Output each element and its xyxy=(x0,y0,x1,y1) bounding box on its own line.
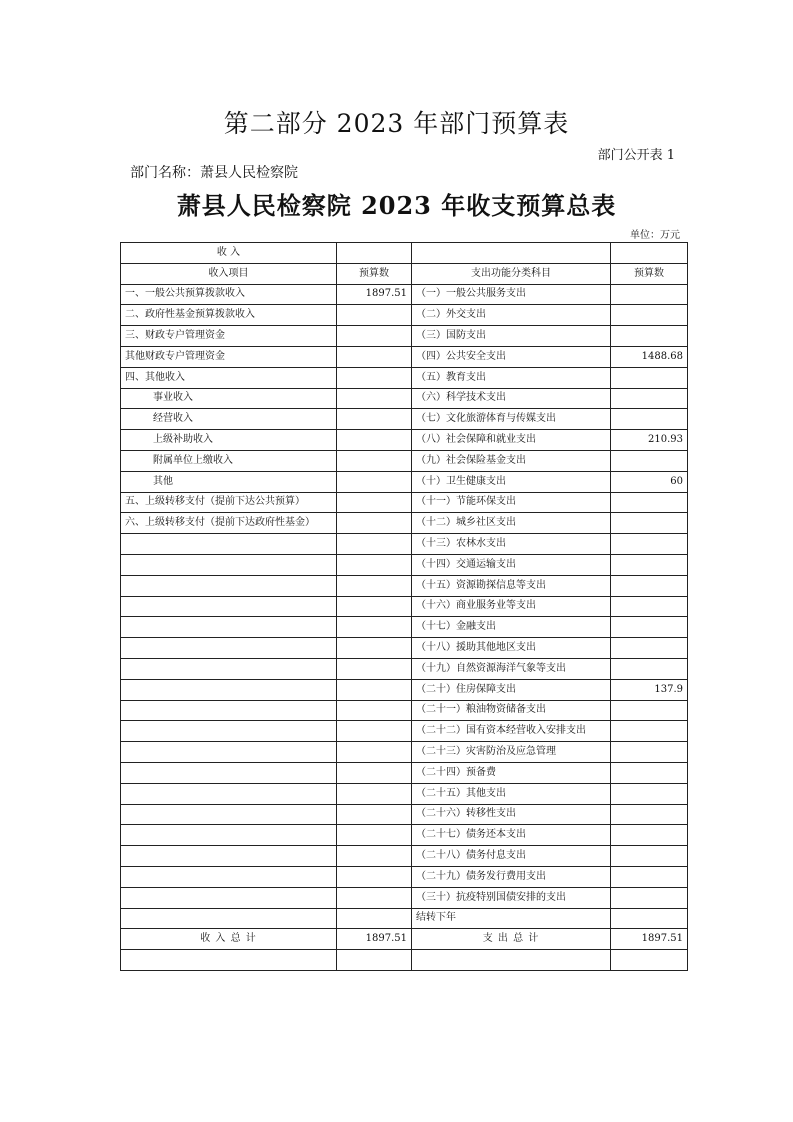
expense-amount-cell xyxy=(611,783,688,804)
section-header-row xyxy=(121,243,688,264)
income-amount-cell xyxy=(337,450,412,471)
expense-item-cell: （二十七）债务还本支出 xyxy=(412,825,611,846)
column-header-row xyxy=(121,263,688,284)
table-number: 部门公开表 1 xyxy=(597,148,675,163)
income-item-cell xyxy=(121,575,337,596)
total-expense-amount: 1897.51 xyxy=(611,929,688,950)
expense-item-cell: （十五）资源勘探信息等支出 xyxy=(412,575,611,596)
expense-amount-cell xyxy=(611,742,688,763)
empty-cell xyxy=(611,243,688,264)
total-income-amount: 1897.51 xyxy=(337,929,412,950)
income-item-cell xyxy=(121,596,337,617)
expense-item-cell: （十九）自然资源海洋气象等支出 xyxy=(412,658,611,679)
empty-row xyxy=(121,950,688,971)
expense-amount-cell xyxy=(611,700,688,721)
expense-item-cell: （五）教育支出 xyxy=(412,367,611,388)
budget-table xyxy=(120,242,688,971)
table-row xyxy=(121,326,688,347)
table-row xyxy=(121,866,688,887)
income-amount-cell xyxy=(337,305,412,326)
income-item-cell: 附属单位上缴收入 xyxy=(121,450,337,471)
income-item-cell xyxy=(121,721,337,742)
expense-item-cell: （二十五）其他支出 xyxy=(412,783,611,804)
table-row xyxy=(121,700,688,721)
expense-amount-cell xyxy=(611,721,688,742)
table-row xyxy=(121,450,688,471)
expense-amount-cell xyxy=(611,367,688,388)
expense-item-cell: （九）社会保险基金支出 xyxy=(412,450,611,471)
total-row xyxy=(121,929,688,950)
empty-cell xyxy=(337,243,412,264)
income-amount-cell xyxy=(337,513,412,534)
income-amount-cell xyxy=(337,804,412,825)
empty-cell xyxy=(412,243,611,264)
expense-amount-cell xyxy=(611,305,688,326)
part-title: 第二部分 2023 年部门预算表 xyxy=(223,109,570,138)
expense-item-cell: （十八）援助其他地区支出 xyxy=(412,638,611,659)
expense-item-cell: （六）科学技术支出 xyxy=(412,388,611,409)
table-row xyxy=(121,846,688,867)
table-row xyxy=(121,783,688,804)
empty-cell xyxy=(337,950,412,971)
header-income-amount: 预算数 xyxy=(337,263,412,284)
expense-amount-cell xyxy=(611,388,688,409)
expense-item-cell: （二十四）预备费 xyxy=(412,762,611,783)
expense-amount-cell xyxy=(611,825,688,846)
expense-item-cell: （十）卫生健康支出 xyxy=(412,471,611,492)
table-row xyxy=(121,471,688,492)
income-amount-cell xyxy=(337,388,412,409)
income-item-cell xyxy=(121,638,337,659)
total-expense-label: 支 出 总 计 xyxy=(412,929,611,950)
income-item-cell xyxy=(121,804,337,825)
income-amount-cell xyxy=(337,575,412,596)
income-item-cell xyxy=(121,887,337,908)
expense-amount-cell xyxy=(611,554,688,575)
income-amount-cell xyxy=(337,679,412,700)
income-amount-cell xyxy=(337,492,412,513)
table-row xyxy=(121,679,688,700)
empty-cell xyxy=(121,950,337,971)
income-item-cell: 四、其他收入 xyxy=(121,367,337,388)
table-row xyxy=(121,908,688,929)
expense-item-cell: （二十）住房保障支出 xyxy=(412,679,611,700)
expense-item-cell: （二十三）灾害防治及应急管理 xyxy=(412,742,611,763)
header-expense-amount: 预算数 xyxy=(611,263,688,284)
income-amount-cell xyxy=(337,617,412,638)
expense-item-cell: （十二）城乡社区支出 xyxy=(412,513,611,534)
income-item-cell xyxy=(121,783,337,804)
income-amount-cell xyxy=(337,346,412,367)
expense-amount-cell xyxy=(611,284,688,305)
income-amount-cell xyxy=(337,825,412,846)
income-item-cell xyxy=(121,658,337,679)
income-amount-cell xyxy=(337,783,412,804)
expense-amount-cell xyxy=(611,866,688,887)
expense-amount-cell: 210.93 xyxy=(611,430,688,451)
income-item-cell xyxy=(121,866,337,887)
expense-amount-cell xyxy=(611,638,688,659)
table-row xyxy=(121,409,688,430)
income-amount-cell: 1897.51 xyxy=(337,284,412,305)
table-row xyxy=(121,638,688,659)
empty-cell xyxy=(412,950,611,971)
income-item-cell: 事业收入 xyxy=(121,388,337,409)
expense-item-cell: （一）一般公共服务支出 xyxy=(412,284,611,305)
income-amount-cell xyxy=(337,638,412,659)
expense-amount-cell xyxy=(611,534,688,555)
income-item-cell: 经营收入 xyxy=(121,409,337,430)
income-item-cell: 上级补助收入 xyxy=(121,430,337,451)
expense-item-cell: （十六）商业服务业等支出 xyxy=(412,596,611,617)
unit-label: 单位：万元 xyxy=(630,230,680,241)
expense-amount-cell xyxy=(611,658,688,679)
expense-item-cell: （二十二）国有资本经营收入安排支出 xyxy=(412,721,611,742)
expense-amount-cell xyxy=(611,513,688,534)
expense-item-cell: （七）文化旅游体育与传媒支出 xyxy=(412,409,611,430)
income-item-cell: 三、财政专户管理资金 xyxy=(121,326,337,347)
income-item-cell xyxy=(121,908,337,929)
main-title: 萧县人民检察院 2023 年收支预算总表 xyxy=(176,191,617,220)
expense-amount-cell xyxy=(611,762,688,783)
income-amount-cell xyxy=(337,367,412,388)
income-item-cell: 五、上级转移支付（提前下达公共预算） xyxy=(121,492,337,513)
income-item-cell xyxy=(121,534,337,555)
expense-item-cell: （二十九）债务发行费用支出 xyxy=(412,866,611,887)
income-item-cell: 其他财政专户管理资金 xyxy=(121,346,337,367)
income-amount-cell xyxy=(337,742,412,763)
table-row xyxy=(121,492,688,513)
expense-item-cell: （二十一）粮油物资储备支出 xyxy=(412,700,611,721)
income-item-cell: 一、一般公共预算拨款收入 xyxy=(121,284,337,305)
table-row xyxy=(121,887,688,908)
income-amount-cell xyxy=(337,658,412,679)
income-amount-cell xyxy=(337,471,412,492)
table-row xyxy=(121,825,688,846)
income-item-cell xyxy=(121,762,337,783)
expense-amount-cell xyxy=(611,804,688,825)
header-income-item: 收入项目 xyxy=(121,263,337,284)
expense-item-cell: （二十八）债务付息支出 xyxy=(412,846,611,867)
table-row xyxy=(121,658,688,679)
table-row xyxy=(121,742,688,763)
income-amount-cell xyxy=(337,534,412,555)
income-amount-cell xyxy=(337,596,412,617)
total-income-label: 收 入 总 计 xyxy=(121,929,337,950)
income-item-cell: 二、政府性基金预算拨款收入 xyxy=(121,305,337,326)
expense-item-cell: （十一）节能环保支出 xyxy=(412,492,611,513)
income-amount-cell xyxy=(337,866,412,887)
expense-amount-cell xyxy=(611,846,688,867)
expense-item-cell: （十四）交通运输支出 xyxy=(412,554,611,575)
expense-amount-cell xyxy=(611,409,688,430)
income-item-cell: 六、上级转移支付（提前下达政府性基金） xyxy=(121,513,337,534)
expense-item-cell: （十三）农林水支出 xyxy=(412,534,611,555)
income-amount-cell xyxy=(337,908,412,929)
income-amount-cell xyxy=(337,846,412,867)
income-item-cell xyxy=(121,825,337,846)
income-item-cell xyxy=(121,846,337,867)
expense-amount-cell: 60 xyxy=(611,471,688,492)
expense-amount-cell xyxy=(611,492,688,513)
income-item-cell xyxy=(121,679,337,700)
table-row xyxy=(121,804,688,825)
expense-item-cell: （三十）抗疫特别国债安排的支出 xyxy=(412,887,611,908)
income-item-cell xyxy=(121,700,337,721)
income-amount-cell xyxy=(337,762,412,783)
expense-item-cell: （二十六）转移性支出 xyxy=(412,804,611,825)
income-amount-cell xyxy=(337,326,412,347)
expense-amount-cell xyxy=(611,908,688,929)
expense-item-cell: （二）外交支出 xyxy=(412,305,611,326)
table-row xyxy=(121,367,688,388)
table-row xyxy=(121,575,688,596)
expense-amount-cell xyxy=(611,450,688,471)
income-amount-cell xyxy=(337,430,412,451)
table-row xyxy=(121,346,688,367)
expense-item-cell: 结转下年 xyxy=(412,908,611,929)
expense-amount-cell xyxy=(611,617,688,638)
table-row xyxy=(121,596,688,617)
expense-amount-cell xyxy=(611,575,688,596)
header-expense-item: 支出功能分类科目 xyxy=(412,263,611,284)
expense-item-cell: （三）国防支出 xyxy=(412,326,611,347)
expense-amount-cell xyxy=(611,887,688,908)
income-item-cell xyxy=(121,554,337,575)
expense-item-cell: （八）社会保障和就业支出 xyxy=(412,430,611,451)
expense-amount-cell: 137.9 xyxy=(611,679,688,700)
income-amount-cell xyxy=(337,554,412,575)
table-row xyxy=(121,388,688,409)
table-row xyxy=(121,430,688,451)
expense-amount-cell xyxy=(611,596,688,617)
income-item-cell xyxy=(121,742,337,763)
table-row xyxy=(121,513,688,534)
table-row xyxy=(121,617,688,638)
expense-item-cell: （四）公共安全支出 xyxy=(412,346,611,367)
expense-amount-cell: 1488.68 xyxy=(611,346,688,367)
income-item-cell xyxy=(121,617,337,638)
income-amount-cell xyxy=(337,721,412,742)
empty-cell xyxy=(611,950,688,971)
table-row xyxy=(121,554,688,575)
section-income-cell: 收 入 xyxy=(121,243,337,264)
expense-item-cell: （十七）金融支出 xyxy=(412,617,611,638)
table-row xyxy=(121,534,688,555)
table-row xyxy=(121,305,688,326)
income-amount-cell xyxy=(337,887,412,908)
table-row xyxy=(121,721,688,742)
income-amount-cell xyxy=(337,700,412,721)
department-name: 部门名称：萧县人民检察院 xyxy=(130,165,298,181)
income-amount-cell xyxy=(337,409,412,430)
income-item-cell: 其他 xyxy=(121,471,337,492)
expense-amount-cell xyxy=(611,326,688,347)
table-row xyxy=(121,762,688,783)
table-row xyxy=(121,284,688,305)
